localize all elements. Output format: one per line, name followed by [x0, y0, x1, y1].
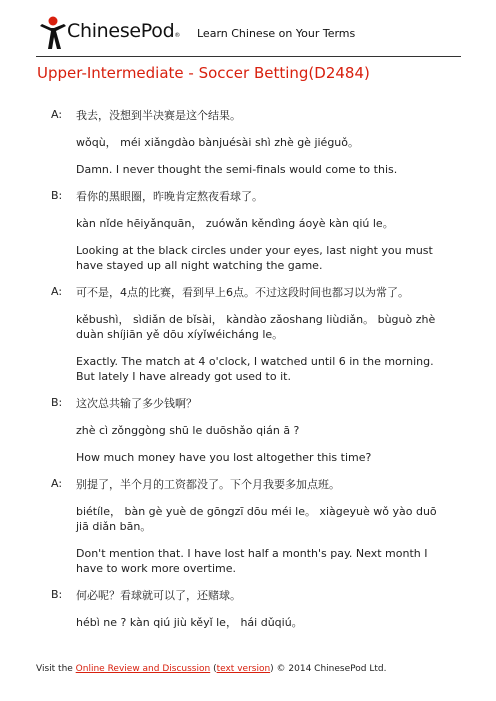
english-line: Exactly. The match at 4 o'clock, I watched until 6 in the morning. But lately I have already got used to it. — [76, 355, 434, 383]
hanzi-line: 何必呢？看球就可以了，还赌球。 — [76, 589, 241, 602]
speaker-label: B: — [51, 588, 63, 601]
dialogue-turn — [0, 285, 496, 396]
page-title: Upper-Intermediate - Soccer Betting(D2484) — [37, 64, 370, 82]
speaker-label: B: — [51, 396, 63, 409]
dialogue-turn — [0, 108, 496, 189]
pinyin-line: biétíle， bàn gè yuè de gōngzī dōu méi le。 xiàgeyuè wǒ yào duō jiā diǎn bān。 — [76, 505, 437, 533]
pinyin-line: kàn nǐde hēiyǎnquān， zuówǎn kěndìng áoyè kàn qiú le。 — [76, 217, 394, 230]
english-line: How much money have you lost altogether this time? — [76, 451, 372, 464]
chinesepod-logo[interactable] — [38, 14, 188, 54]
dialogue — [0, 108, 496, 630]
footer-suffix: ) © 2014 ChinesePod Ltd. — [270, 664, 387, 674]
logo-text: ChinesePod® — [67, 20, 181, 42]
page-header — [38, 14, 462, 56]
pinyin-line: hébì ne ? kàn qiú jiù kěyǐ le， hái dǔqiú。 — [76, 616, 303, 629]
hanzi-line: 可不是，4点的比赛，看到早上6点。不过这段时间也都习以为常了。 — [76, 286, 409, 299]
hanzi-line: 看你的黑眼圈，昨晚肯定熬夜看球了。 — [76, 190, 263, 203]
hanzi-line: 别提了，半个月的工资都没了。下个月我要多加点班。 — [76, 478, 340, 491]
pinyin-line: kěbushì， sìdiǎn de bǐsài， kàndào zǎoshang liùdiǎn。 bùguò zhè duàn shíjiān yě dōu xíyǐwéicháng le。 — [76, 313, 436, 341]
pinyin-line: zhè cì zǒnggòng shū le duōshǎo qián ā ? — [76, 424, 300, 437]
dialogue-turn — [0, 189, 496, 285]
english-line: Don't mention that. I have lost half a month's pay. Next month I have to work more overtime. — [76, 547, 428, 575]
hanzi-line: 这次总共输了多少钱啊？ — [76, 397, 197, 410]
tagline: Learn Chinese on Your Terms — [197, 27, 356, 40]
english-line: Damn. I never thought the semi-finals would come to this. — [76, 163, 398, 176]
speaker-label: A: — [51, 477, 63, 490]
online-review-link[interactable]: Online Review and Discussion — [75, 664, 211, 674]
speaker-label: A: — [51, 285, 63, 298]
speaker-label: B: — [51, 189, 63, 202]
hanzi-line: 我去，没想到半决赛是这个结果。 — [76, 109, 241, 122]
footer-prefix: Visit the — [36, 664, 76, 674]
dialogue-turn — [0, 396, 496, 477]
footer-middle: ( — [210, 664, 217, 674]
english-line: Looking at the black circles under your eyes, last night you must have stayed up all night watching the game. — [76, 244, 433, 272]
text-version-link[interactable]: text version — [216, 664, 271, 674]
speaker-label: A: — [51, 108, 63, 121]
header-divider — [36, 56, 461, 57]
page-footer — [36, 664, 386, 674]
dialogue-turn — [0, 477, 496, 588]
pinyin-line: wǒqù， méi xiǎngdào bànjuésài shì zhè gè jiéguǒ。 — [76, 136, 360, 149]
logo-figure-icon — [38, 16, 68, 50]
dialogue-turn — [0, 588, 496, 630]
